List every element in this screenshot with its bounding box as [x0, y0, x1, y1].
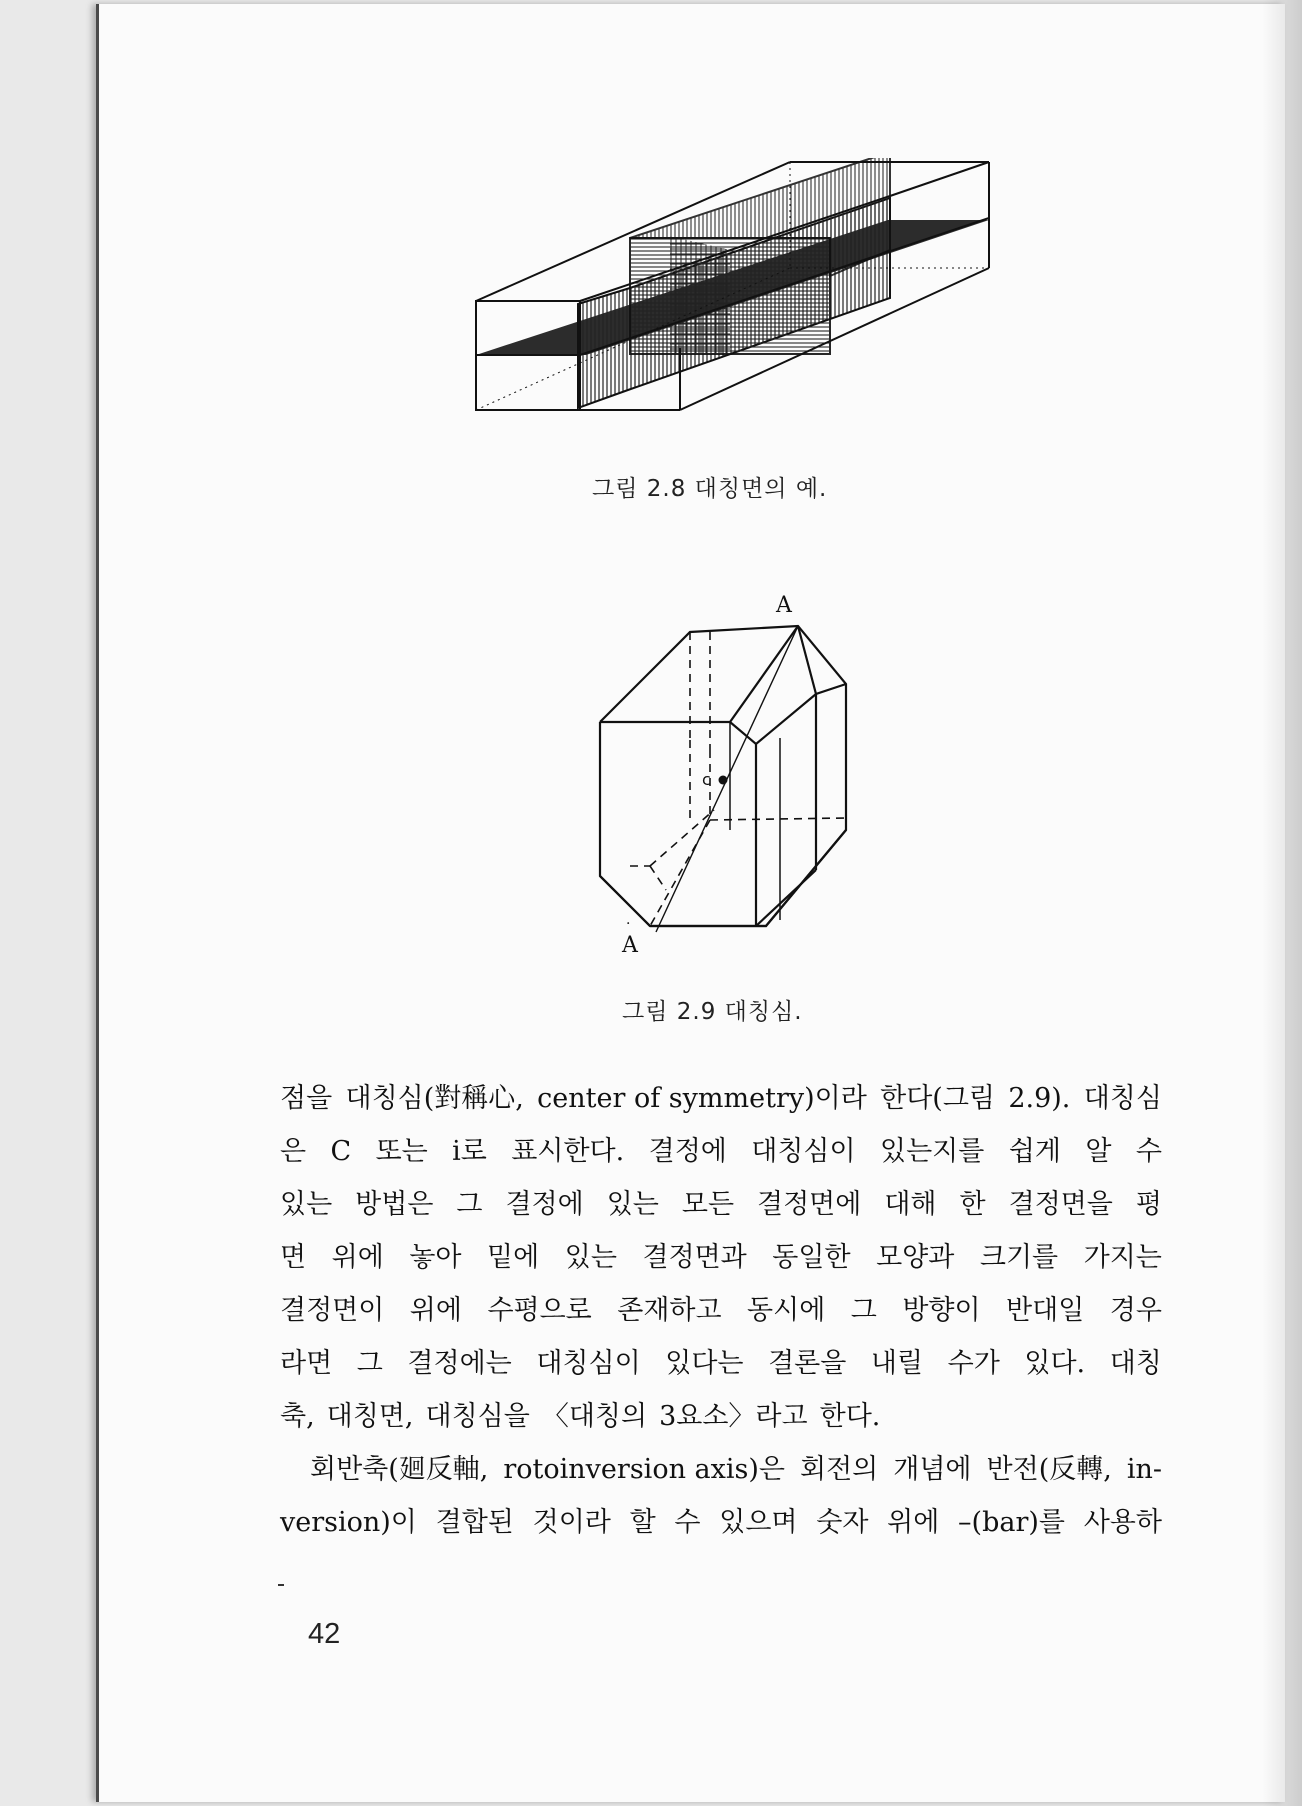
paragraph-2 — [280, 1443, 1162, 1549]
figure-2-8-symmetry-planes — [470, 158, 1000, 420]
axis-top-label: A — [776, 593, 792, 618]
page-number: 42 — [308, 1618, 341, 1650]
text-line: 있는 방법은 그 결정에 있는 모든 결정면에 대해 한 결정면을 평 — [280, 1189, 1162, 1220]
paragraph-1 — [280, 1072, 1162, 1443]
symmetry-center-point — [719, 776, 728, 785]
text-line: 점을 대칭심(對稱心, center of symmetry)이라 한다(그림 2.9). 대칭심 — [280, 1083, 1162, 1114]
page-edge-shadow — [1262, 0, 1302, 1806]
text-line: 결정면이 위에 수평으로 존재하고 동시에 그 방향이 반대일 경우 — [280, 1295, 1162, 1326]
figure-2-9-caption: 그림 2.9 대칭심. — [622, 999, 803, 1025]
figure-2-8-caption: 그림 2.8 대칭면의 예. — [592, 476, 828, 502]
axis-bottom-label: A — [622, 933, 638, 958]
center-label: c — [702, 770, 711, 789]
body-text — [280, 1072, 1162, 1549]
figure-2-9-center-of-symmetry — [590, 590, 870, 970]
text-line: 축, 대칭면, 대칭심을 〈대칭의 3요소〉라고 한다. — [280, 1401, 881, 1432]
text-line: version)이 결합된 것이라 할 수 있으며 숫자 위에 –(bar)를 사용하 — [280, 1507, 1162, 1538]
svg-text:·: · — [626, 916, 631, 932]
text-line: 라면 그 결정에는 대칭심이 있다는 결론을 내릴 수가 있다. 대칭 — [280, 1348, 1162, 1379]
text-line: 면 위에 놓아 밑에 있는 결정면과 동일한 모양과 크기를 가지는 — [280, 1242, 1162, 1273]
text-line: 은 C 또는 i로 표시한다. 결정에 대칭심이 있는지를 쉽게 알 수 — [280, 1136, 1162, 1167]
margin-mark — [278, 1584, 284, 1586]
text-line: 회반축(廻反軸, rotoinversion axis)은 회전의 개념에 반전(反轉, in- — [310, 1454, 1162, 1485]
